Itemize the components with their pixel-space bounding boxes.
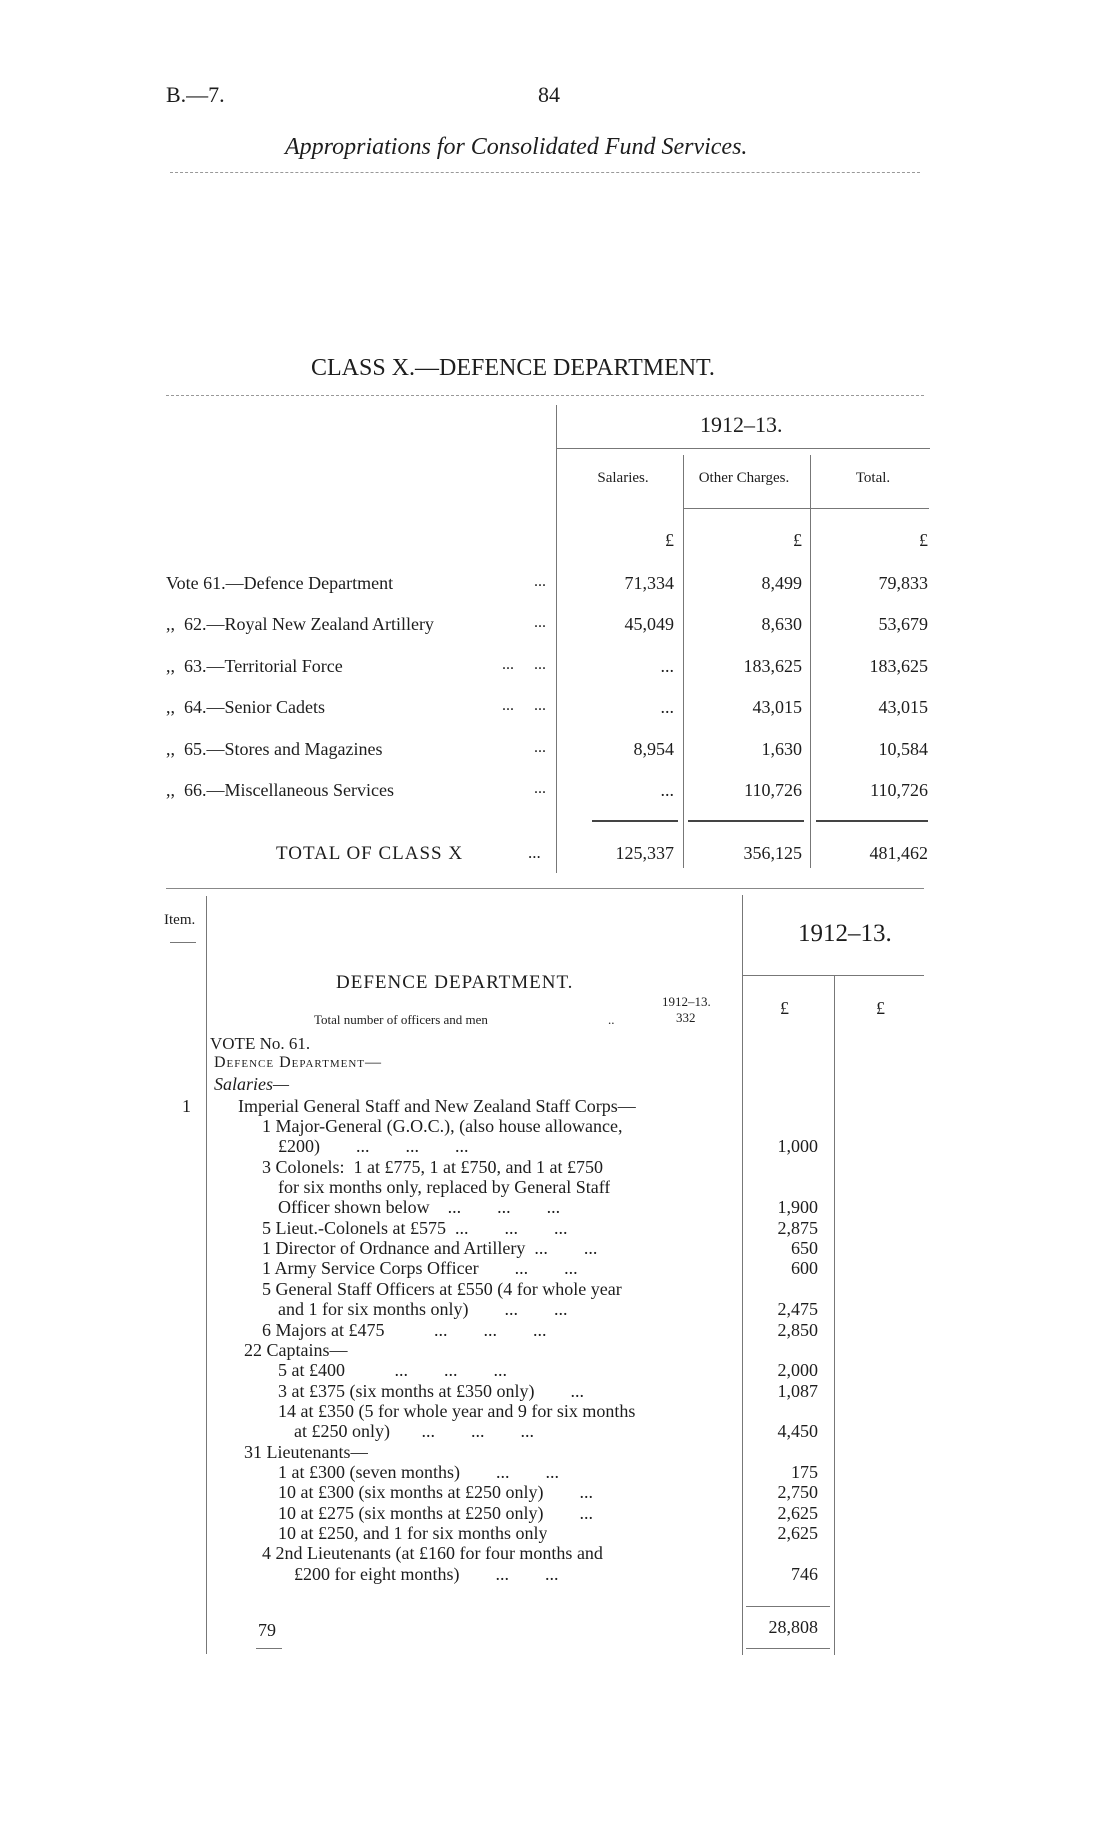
detail-line-text: 4 2nd Lieutenants (at £160 for four months and (262, 1543, 603, 1563)
currency-salaries: £ (665, 530, 674, 550)
summary-col-rule-2 (810, 455, 811, 868)
detail-line-text: and 1 for six months only) ... ... (278, 1299, 568, 1319)
vote-dots: ... (534, 573, 546, 590)
detail-line-text: 10 at £300 (six months at £250 only) ... (278, 1482, 593, 1502)
count-value: 332 (676, 1010, 696, 1025)
col-header-salaries: Salaries. (597, 470, 649, 486)
total-total: 481,462 (869, 843, 928, 863)
vote-label: ,, 64.—Senior Cadets (166, 697, 325, 717)
summary-col-rule-1 (683, 455, 684, 868)
detail-line-text: 5 at £400 ... ... ... (278, 1360, 507, 1380)
detail-line-text: £200 for eight months) ... ... (294, 1564, 559, 1584)
detail-line-text: 10 at £250, and 1 for six months only (278, 1523, 548, 1543)
summary-year-rule (556, 448, 930, 449)
summary-year: 1912–13. (700, 412, 783, 437)
detail-line-text: at £250 only) ... ... ... (294, 1421, 534, 1441)
detail-line-text: 5 General Staff Officers at £550 (4 for whole year (262, 1279, 622, 1299)
total-dots: ... (528, 843, 541, 862)
detail-line-amount: 4,450 (777, 1421, 818, 1441)
page-title: Appropriations for Consolidated Fund Services. (285, 134, 748, 160)
summary-left-rule (556, 405, 557, 873)
vote-other-charges: 183,625 (743, 656, 802, 676)
detail-line-text: 5 Lieut.-Colonels at £575 ... ... ... (262, 1218, 568, 1238)
total-rule-other (688, 820, 804, 822)
count-year: 1912–13. (662, 994, 711, 1009)
vote-other-charges: 110,726 (744, 780, 802, 800)
detail-line-text: 1 at £300 (seven months) ... ... (278, 1462, 559, 1482)
count-total: 79 (258, 1620, 276, 1640)
vote-salaries: ... (660, 697, 674, 717)
vote-label: ,, 66.—Miscellaneous Services (166, 780, 394, 800)
detail-line-amount: 2,625 (777, 1503, 818, 1523)
detail-line-text: 3 at £375 (six months at £350 only) ... (278, 1381, 584, 1401)
dept-subheading: Defence Department— (214, 1054, 382, 1071)
detail-line-amount: 2,850 (777, 1320, 818, 1340)
vote-dots: ... ... (502, 697, 546, 714)
total-salaries: 125,337 (615, 843, 674, 863)
vote-salaries: 45,049 (624, 614, 674, 634)
detail-line-text: 3 Colonels: 1 at £775, 1 at £750, and 1 at £750 (262, 1157, 603, 1177)
detail-line-amount: 600 (791, 1258, 818, 1278)
class-heading: CLASS X.—DEFENCE DEPARTMENT. (311, 355, 715, 381)
vote-other-charges: 8,499 (761, 573, 802, 593)
detail-line-text: 1 Army Service Corps Officer ... ... (262, 1258, 578, 1278)
detail-line-text: 22 Captains— (244, 1340, 348, 1360)
detail-year: 1912–13. (798, 920, 892, 947)
detail-line-amount: 2,750 (777, 1482, 818, 1502)
detail-line-text: £200) ... ... ... (278, 1136, 469, 1156)
total-label: TOTAL OF CLASS X (276, 843, 464, 864)
detail-line-text: 1 Major-General (G.O.C.), (also house allowance, (262, 1116, 623, 1136)
vote-other-charges: 8,630 (761, 614, 802, 634)
detail-year-rule (742, 975, 924, 976)
count-total-rule (256, 1648, 282, 1649)
detail-line-text: Officer shown below ... ... ... (278, 1197, 561, 1217)
detail-line-amount: 746 (791, 1564, 818, 1584)
document-code: B.—7. (166, 82, 225, 107)
vote-total: 10,584 (878, 739, 928, 759)
vote-other-charges: 43,015 (752, 697, 802, 717)
detail-line-amount: 2,875 (777, 1218, 818, 1238)
amount-total-rule-top (746, 1606, 830, 1607)
vote-total: 79,833 (878, 573, 928, 593)
title-rule (170, 172, 920, 173)
detail-line-amount: 175 (791, 1462, 818, 1482)
item-column-rule (206, 896, 207, 1654)
vote-total: 110,726 (870, 780, 928, 800)
page-number: 84 (538, 82, 560, 107)
amount-total-rule-bottom (746, 1648, 830, 1649)
vote-other-charges: 1,630 (761, 739, 802, 759)
detail-line-text: 1 Director of Ordnance and Artillery ... ... (262, 1238, 598, 1258)
vote-dots: ... ... (502, 656, 546, 673)
vote-salaries: ... (660, 656, 674, 676)
vote-label: ,, 62.—Royal New Zealand Artillery (166, 614, 434, 634)
total-other: 356,125 (743, 843, 802, 863)
summary-header-rule (683, 508, 929, 509)
count-label: Total number of officers and men (314, 1012, 488, 1027)
vote-dots: ... (534, 614, 546, 631)
item-column-header: Item. (164, 912, 196, 928)
currency-other: £ (793, 530, 802, 550)
vote-heading: VOTE No. 61. (210, 1034, 311, 1053)
detail-line-amount: 2,625 (777, 1523, 818, 1543)
total-rule-salaries (592, 820, 678, 822)
vote-salaries: 8,954 (633, 739, 674, 759)
col-header-total: Total. (855, 470, 891, 486)
detail-line-amount: 1,087 (777, 1381, 818, 1401)
staff-heading: Imperial General Staff and New Zealand Staff Corps— (238, 1096, 636, 1116)
currency-total: £ (919, 530, 928, 550)
currency-col-1: £ (780, 998, 789, 1018)
vote-label: ,, 65.—Stores and Magazines (166, 739, 383, 759)
vote-total: 183,625 (869, 656, 928, 676)
detail-line-amount: 1,000 (777, 1136, 818, 1156)
total-rule-total (816, 820, 928, 822)
detail-line-text: 10 at £275 (six months at £250 only) ... (278, 1503, 593, 1523)
vote-salaries: 71,334 (624, 573, 674, 593)
class-heading-rule (166, 395, 924, 396)
vote-dots: ... (534, 780, 546, 797)
detail-line-text: 14 at £350 (5 for whole year and 9 for six months (278, 1401, 636, 1421)
vote-total: 43,015 (878, 697, 928, 717)
detail-line-amount: 650 (791, 1238, 818, 1258)
vote-salaries: ... (660, 780, 674, 800)
vote-label: ,, 63.—Territorial Force (166, 656, 343, 676)
vote-label: Vote 61.—Defence Department (166, 573, 394, 593)
detail-line-amount: 2,475 (777, 1299, 818, 1319)
section-divider (166, 888, 924, 889)
col-header-other-charges: Other Charges. (698, 470, 790, 486)
vote-total: 53,679 (878, 614, 928, 634)
dept-heading: DEFENCE DEPARTMENT. (336, 972, 574, 993)
vote-dots: ... (534, 739, 546, 756)
item-number: 1 (182, 1096, 191, 1116)
detail-line-amount: 2,000 (777, 1360, 818, 1380)
amount-total: 28,808 (768, 1617, 818, 1637)
count-dots: .. (608, 1012, 615, 1027)
salaries-subheading: Salaries— (214, 1074, 290, 1094)
detail-line-text: 6 Majors at £475 ... ... ... (262, 1320, 547, 1340)
detail-line-amount: 1,900 (777, 1197, 818, 1217)
detail-mid-rule (834, 975, 835, 1655)
currency-col-2: £ (876, 998, 885, 1018)
item-header-rule (170, 942, 196, 943)
detail-line-text: for six months only, replaced by General Staff (278, 1177, 611, 1197)
detail-line-text: 31 Lieutenants— (244, 1442, 369, 1462)
